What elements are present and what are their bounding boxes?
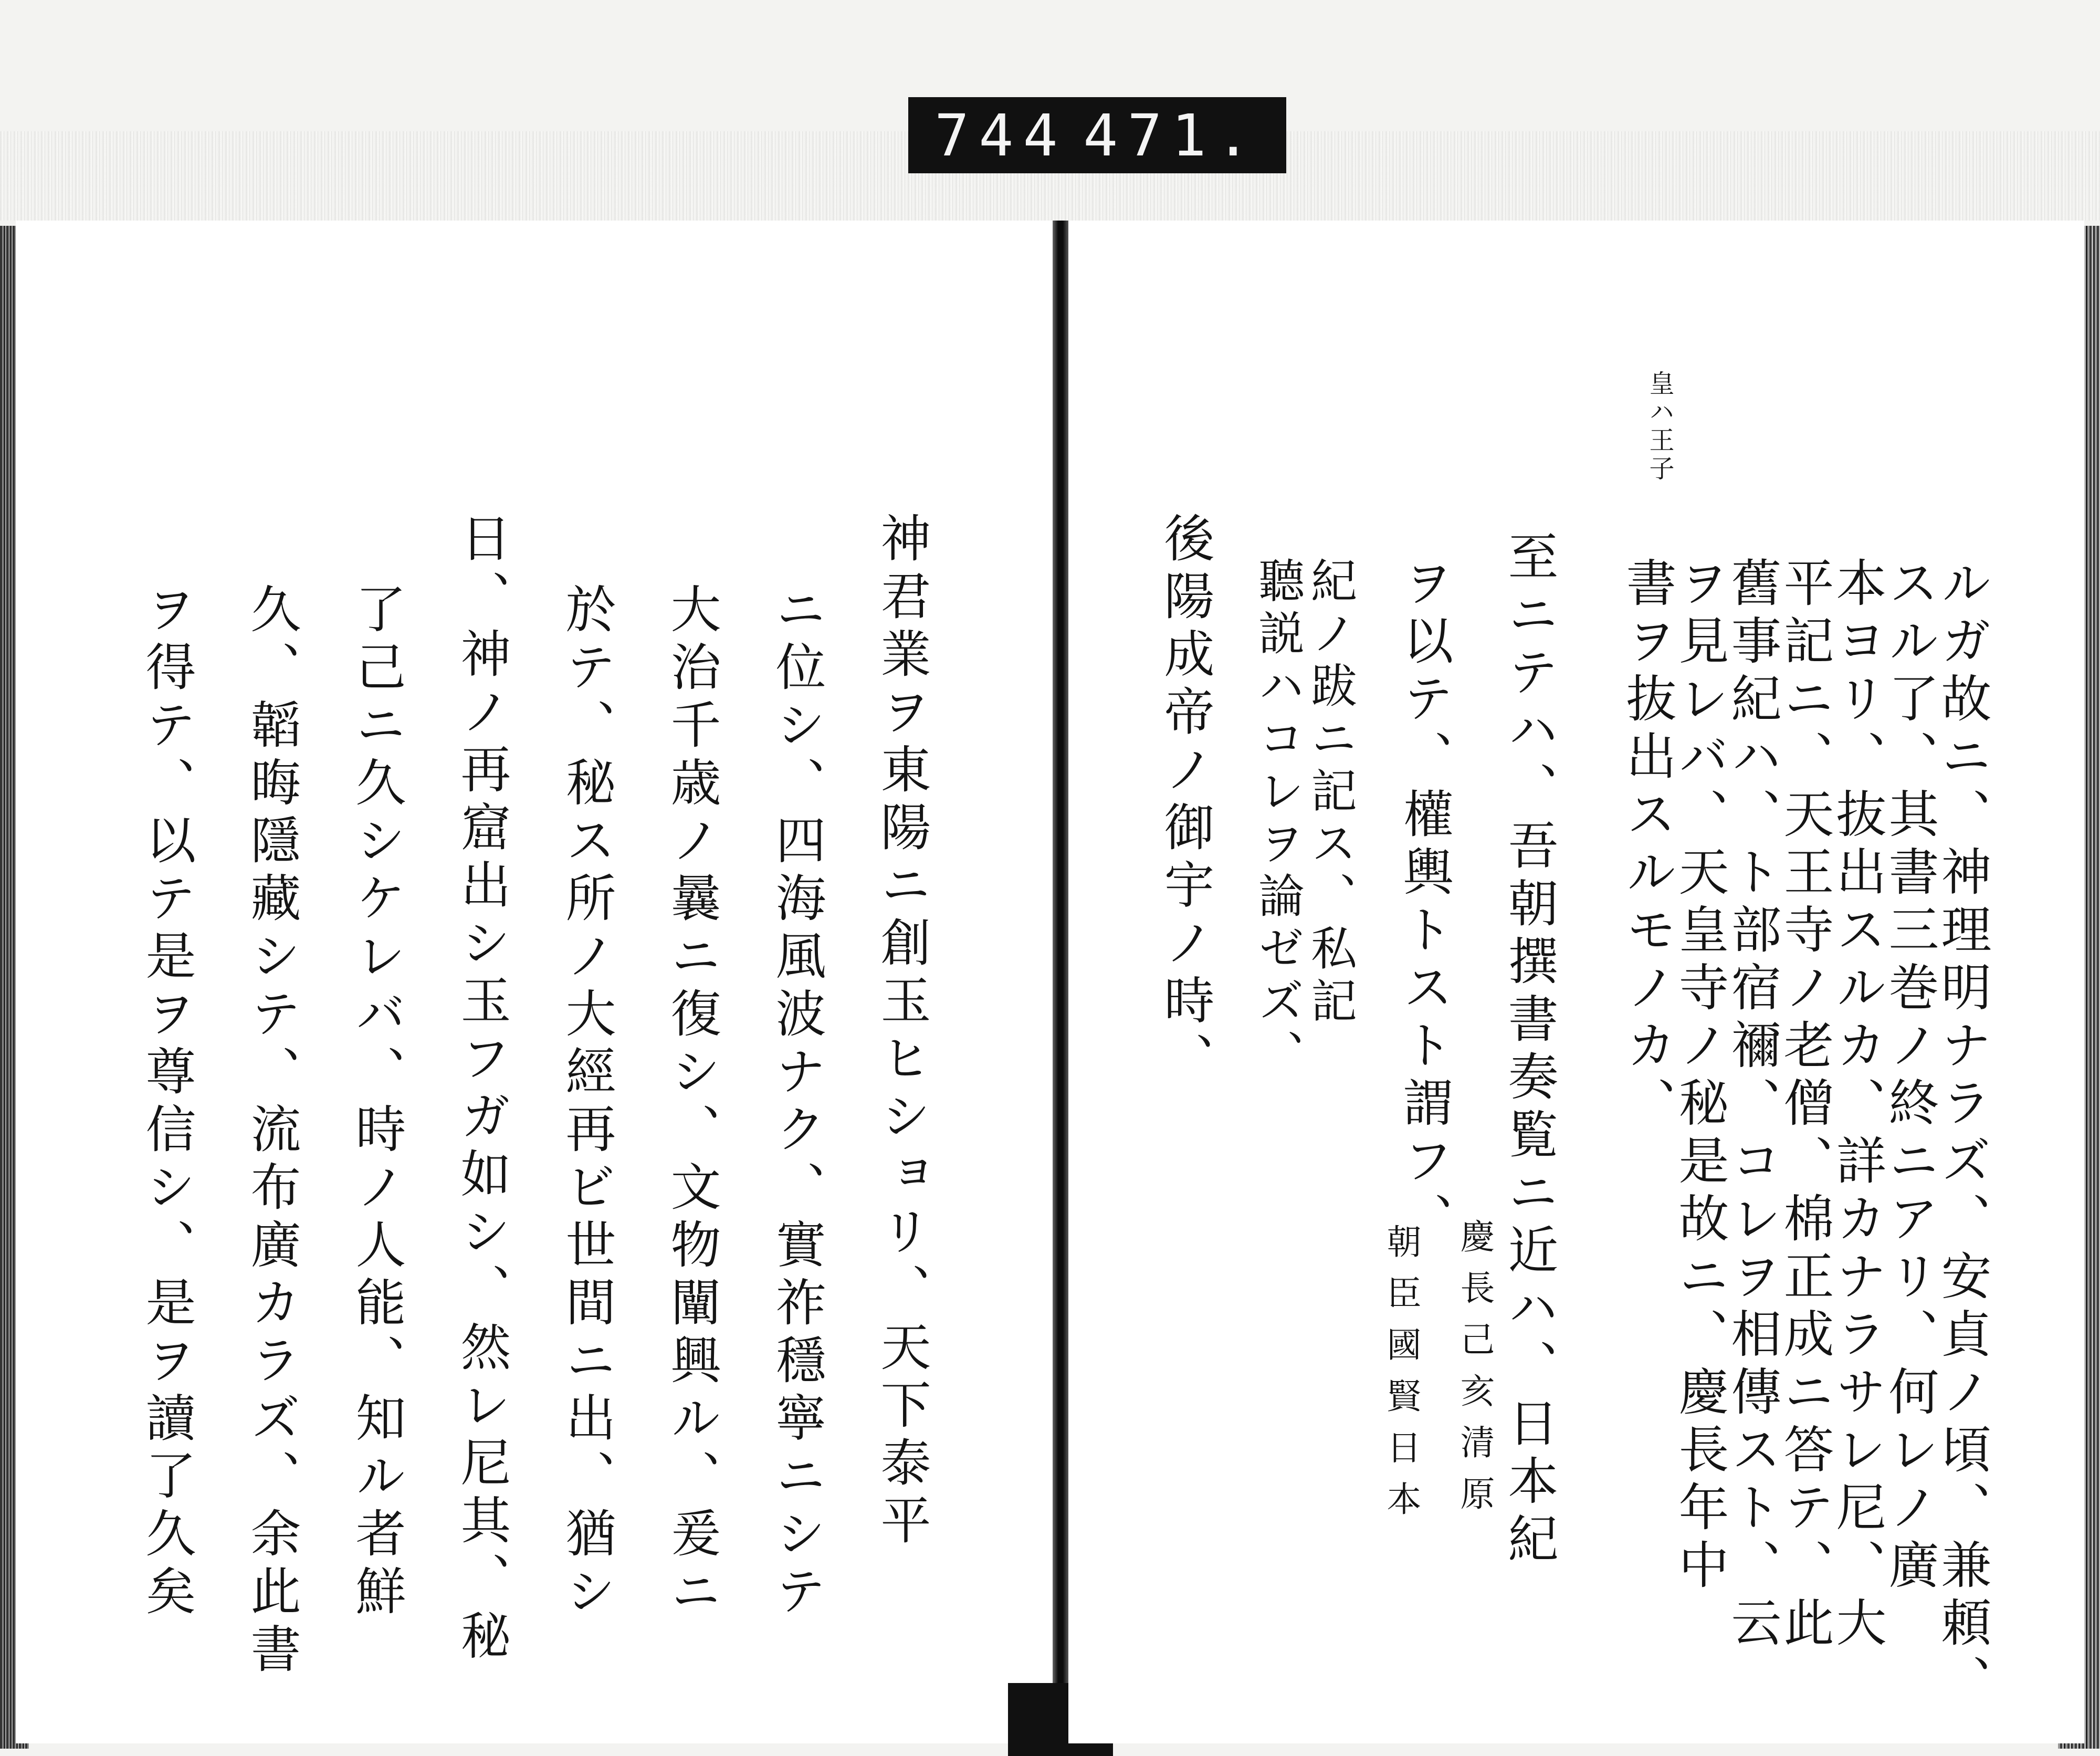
right-page-column: 至ニテハ、吾朝撰書奏覧ニ近ハ、日本紀 <box>1500 530 1559 1570</box>
signature-line: 朝臣國賢日本 <box>1381 1224 1421 1532</box>
book-gutter <box>1053 221 1068 1756</box>
right-page-column: 聽説ハコレヲ論ゼズ、 <box>1251 557 1305 1082</box>
catalog-label-right: 471. <box>1083 101 1260 169</box>
left-page-column: 神君業ヲ東陽ニ創玉ヒショリ、天下泰平 <box>873 512 931 1552</box>
catalog-label-left: 744 <box>934 101 1067 169</box>
left-page-column: 久、韜晦隱藏シテ、流布廣カラズ、余此書 <box>243 583 301 1680</box>
left-page <box>16 221 1053 1743</box>
right-page-column: 本ヨリ、抜出スルカ、詳カナラサレ尼、大 <box>1828 557 1887 1654</box>
right-page-column: 書ヲ抜出スルモノカ、 <box>1618 557 1677 1134</box>
right-page-column: スル了、其書三巻ノ終ニアリ、何レノ廣 <box>1881 557 1939 1596</box>
right-page-column: 舊事紀ハ、ト部宿禰、コレヲ相傳スト、云 <box>1723 557 1782 1654</box>
signature-line: 慶長己亥清原 <box>1454 1218 1495 1527</box>
right-page-column: ヲ以テ、權輿トスト謂フ、 <box>1395 557 1454 1250</box>
left-page-column: ニ位シ、四海風波ナク、實祚穩寧ニシテ <box>768 583 826 1623</box>
catalog-label <box>908 97 1286 173</box>
left-page-column: 於テ、秘ス所ノ大經再ビ世間ニ出、猶シ <box>558 583 616 1623</box>
right-page-column: ヲ見レバ、天皇寺ノ秘是故ニ、慶長年中 <box>1671 557 1729 1596</box>
left-page-column: ヲ得テ、以テ是ヲ尊信シ、是ヲ讀了久矣 <box>138 583 196 1623</box>
left-page-column: 了己ニ久シケレバ、時ノ人能、知ル者鮮 <box>348 583 406 1623</box>
right-page-column: 紀ノ跋ニ記ス、私記 <box>1304 557 1358 1029</box>
right-page <box>1068 221 2084 1743</box>
right-page-column: ルガ故ニ、神理明ナラズ、安貞ノ頃、兼頼、 <box>1933 557 1992 1712</box>
right-page-column: 平記ニ、天王寺ノ老僧、棉正成ニ答テ、此 <box>1776 557 1834 1654</box>
right-page-column: 後陽成帝ノ御宇ノ時、 <box>1156 512 1215 1090</box>
page-note: 皇ハ王子 <box>1645 370 1674 484</box>
left-page-column: 日、神ノ再窟出シ玉フガ如シ、然レ尼其、秘 <box>453 512 511 1667</box>
left-page-column: 大治千歳ノ曩ニ復シ、文物闡興ル、爰ニ <box>663 583 721 1623</box>
